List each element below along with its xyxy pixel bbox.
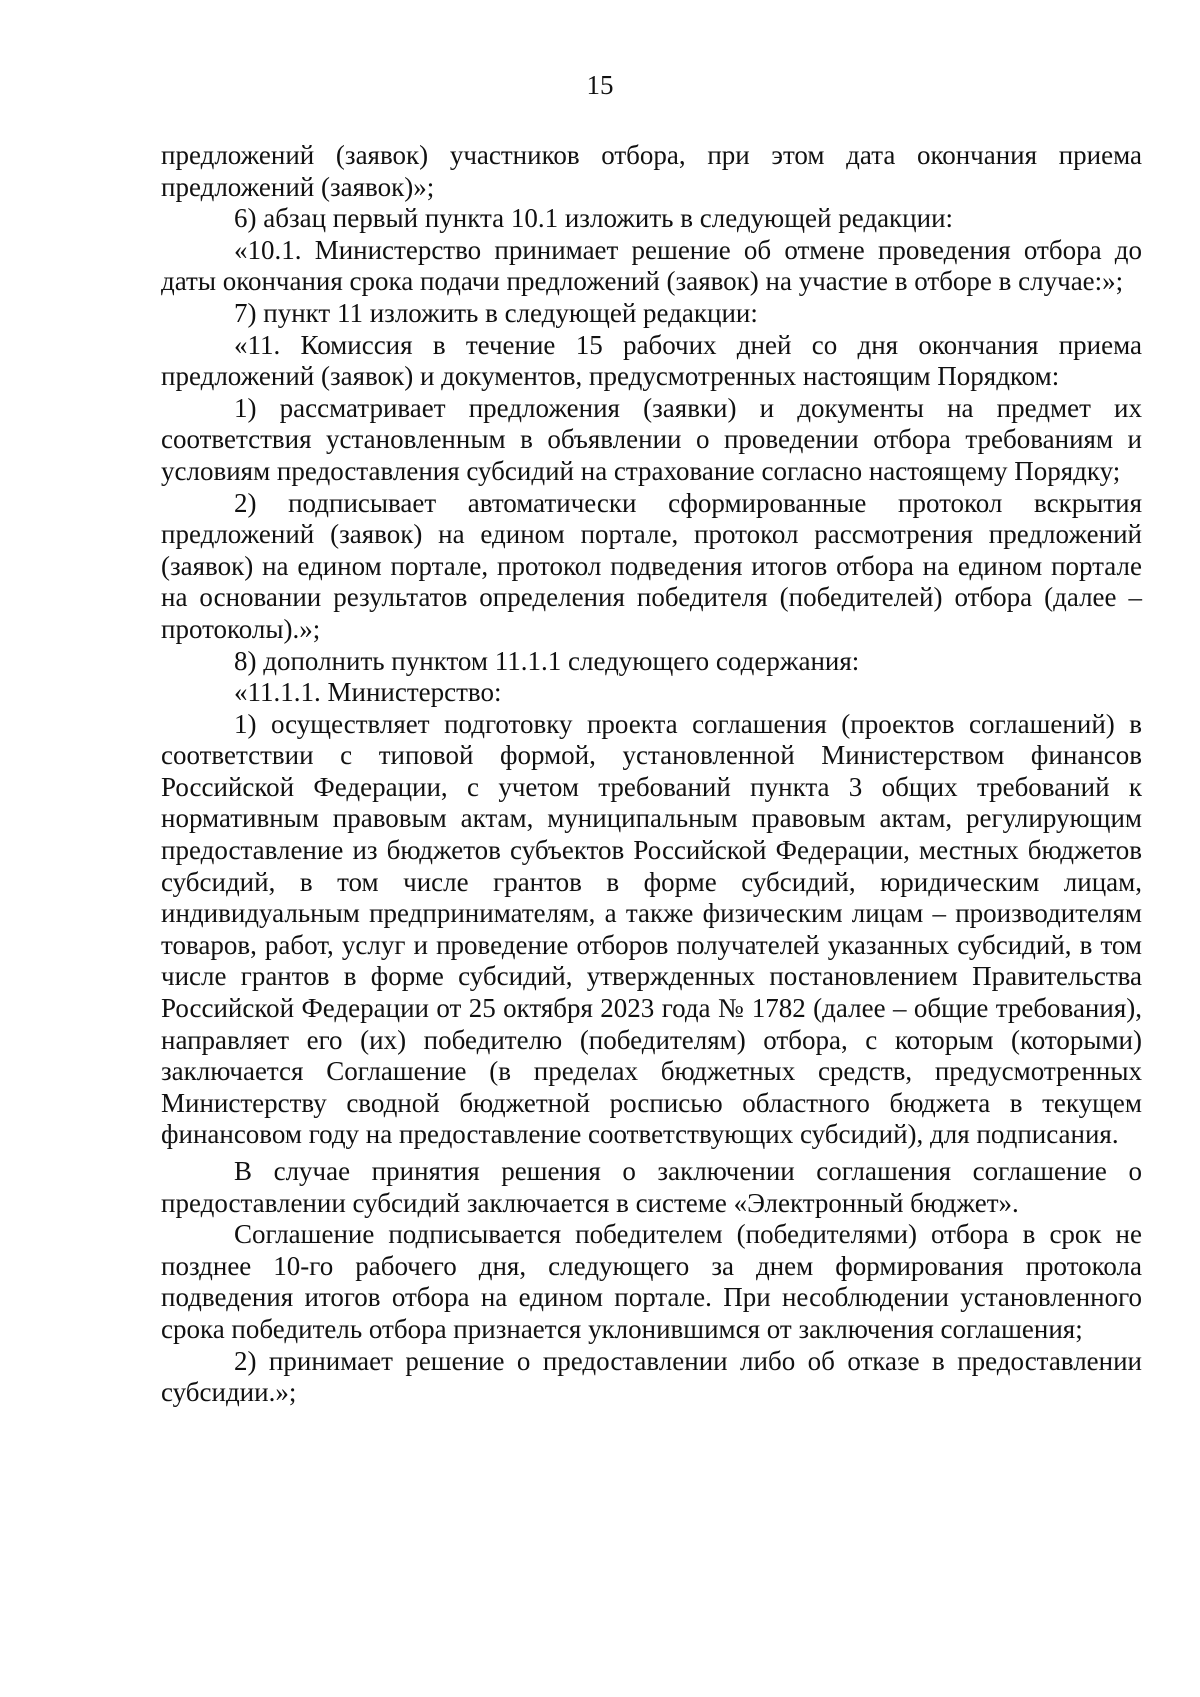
paragraph: «10.1. Министерство принимает решение об отмене проведения отбора до даты окончания срока подачи предложений (заявок) на участие в отборе в случае:»; bbox=[161, 234, 1142, 297]
paragraph: 1) рассматривает предложения (заявки) и документы на предмет их соответствия установленным в объявлении о проведении отбора требованиям и условиям предоставления субсидий на страхование согласно настоящему Порядку; bbox=[161, 392, 1142, 486]
paragraph: 8) дополнить пунктом 11.1.1 следующего содержания: bbox=[234, 645, 860, 676]
paragraph: «11.1.1. Министерство: bbox=[234, 677, 502, 708]
paragraph: В случае принятия решения о заключении соглашения соглашение о предоставлении субсидий заключается в системе «Электронный бюджет». bbox=[161, 1156, 1142, 1218]
paragraph: 2) принимает решение о предоставлении либо об отказе в предоставлении субсидии.»; bbox=[161, 1345, 1142, 1408]
page-number: 15 bbox=[586, 70, 614, 100]
paragraph: «11. Комиссия в течение 15 рабочих дней со дня окончания приема предложений (заявок) и документов, предусмотренных настоящим Порядком: bbox=[161, 329, 1142, 392]
document-body bbox=[161, 140, 1142, 1409]
paragraph: предложений (заявок) участников отбора, при этом дата окончания приема предложений (заявок)»; bbox=[161, 140, 1142, 202]
paragraph: 2) подписывает автоматически сформированные протокол вскрытия предложений (заявок) на едином портале, протокол рассмотрения предложений (заявок) на едином портале, протокол подведения итогов отбора на едином портале на основании результатов определения победителя (победителей) отбора (далее – протоколы).»; bbox=[161, 487, 1142, 644]
paragraph: 6) абзац первый пункта 10.1 изложить в следующей редакции: bbox=[234, 203, 954, 234]
paragraph: Соглашение подписывается победителем (победителями) отбора в срок не позднее 10-го рабочего дня, следующего за днем формирования протокола подведения итогов отбора на едином портале. При несоблюдении установленного срока победитель отбора признается уклонившимся от заключения соглашения; bbox=[161, 1219, 1142, 1344]
paragraph: 7) пункт 11 изложить в следующей редакции: bbox=[234, 297, 758, 328]
paragraph: 1) осуществляет подготовку проекта соглашения (проектов соглашений) в соответствии с типовой формой, установленной Министерством финансов Российской Федерации, с учетом требований пункта 3 общих требований к нормативным правовым актам, муниципальным правовым актам, регулирующим предоставление из бюджетов субъектов Российской Федерации, местных бюджетов субсидий, в том числе грантов в форме субсидий, юридическим лицам, индивидуальным предпринимателям, а также физическим лицам – производителям товаров, работ, услуг и проведение отборов получателей указанных субсидий, в том числе грантов в форме субсидий, утвержденных постановлением Правительства Российской Федерации от 25 октября 2023 года № 1782 (далее – общие требования), направляет его (их) победителю (победителям) отбора, с которым (которыми) заключается Соглашение (в пределах бюджетных средств, предусмотренных Министерству сводной бюджетной росписью областного бюджета в текущем финансовом году на предоставление соответствующих субсидий), для подписания. bbox=[161, 708, 1142, 1150]
